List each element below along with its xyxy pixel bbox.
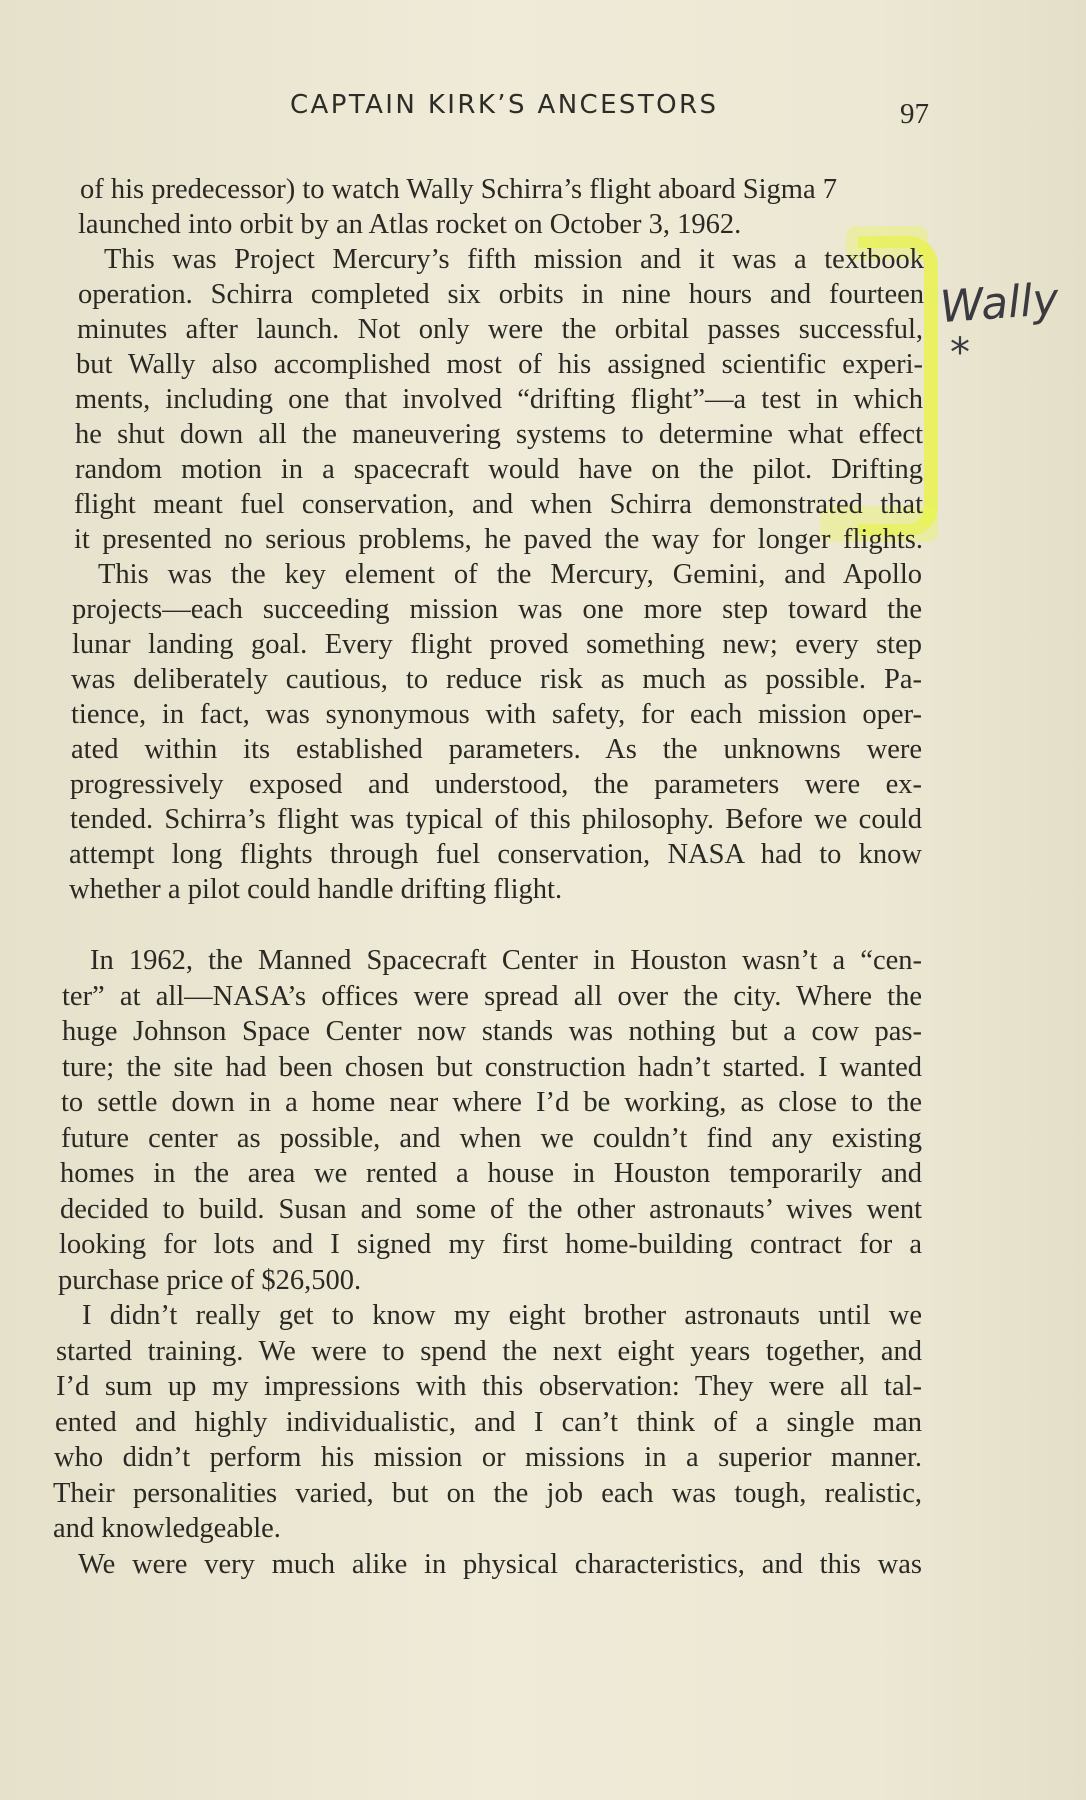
text-line: looking for lots and I signed my first home-building contract for a	[59, 1229, 922, 1260]
text-line: ter” at all—NASA’s offices were spread all over the city. Where the	[62, 981, 922, 1012]
text-line: This was Project Mercury’s fifth mission and it was a textbook	[104, 244, 924, 275]
text-line: launched into orbit by an Atlas rocket on October 3, 1962.	[78, 209, 742, 240]
text-line: he shut down all the maneuvering systems to determine what effect	[75, 419, 923, 450]
text-line: to settle down in a home near where I’d be working, as close to the	[61, 1087, 922, 1118]
text-line: We were very much alike in physical characteristics, and this was	[78, 1549, 922, 1580]
text-line: future center as possible, and when we couldn’t find any existing	[61, 1123, 922, 1154]
text-line: projects—each succeeding mission was one more step toward the	[72, 594, 922, 625]
text-line: attempt long flights through fuel conservation, NASA had to know	[69, 839, 922, 870]
text-line: who didn’t perform his mission or missions in a superior manner.	[54, 1442, 922, 1473]
text-line: minutes after launch. Not only were the orbital passes successful,	[77, 314, 923, 345]
text-line: of his predecessor) to watch Wally Schirra’s flight aboard Sigma 7	[80, 174, 837, 205]
text-line: ated within its established parameters. As the unknowns were	[71, 734, 922, 765]
text-line: but Wally also accomplished most of his assigned scientific experi-	[76, 349, 923, 380]
handwritten-star-mark: *	[950, 330, 970, 376]
text-line: In 1962, the Manned Spacecraft Center in Houston wasn’t a “cen-	[90, 945, 922, 976]
text-line: ented and highly individualistic, and I can’t think of a single man	[55, 1407, 922, 1438]
text-line: progressively exposed and understood, the parameters were ex-	[70, 769, 922, 800]
text-line: decided to build. Susan and some of the other astronauts’ wives went	[60, 1194, 922, 1225]
text-line: lunar landing goal. Every flight proved something new; every step	[72, 629, 922, 660]
text-line: it presented no serious problems, he paved the way for longer flights.	[74, 524, 923, 555]
text-line: homes in the area we rented a house in Houston temporarily and	[60, 1158, 922, 1189]
text-line: tience, in fact, was synonymous with safety, for each mission oper-	[71, 699, 922, 730]
text-line: operation. Schirra completed six orbits in nine hours and fourteen	[78, 279, 924, 310]
page-number: 97	[900, 98, 929, 130]
running-title: CAPTAIN KIRK’S ANCESTORS	[290, 90, 719, 120]
text-line: whether a pilot could handle drifting flight.	[69, 874, 563, 905]
text-line: Their personalities varied, but on the job each was tough, realistic,	[53, 1478, 922, 1509]
text-line: random motion in a spacecraft would have on the pilot. Drifting	[75, 454, 923, 485]
handwritten-margin-note: Wally	[938, 273, 1061, 334]
text-line: ments, including one that involved “drifting flight”—a test in which	[75, 384, 923, 415]
text-line: ture; the site had been chosen but construction hadn’t started. I wanted	[62, 1052, 922, 1083]
text-line: started training. We were to spend the next eight years together, and	[56, 1336, 922, 1367]
text-line: I’d sum up my impressions with this observation: They were all tal-	[56, 1371, 922, 1402]
text-line: was deliberately cautious, to reduce risk as much as possible. Pa-	[71, 664, 922, 695]
text-line: flight meant fuel conservation, and when Schirra demonstrated that	[74, 489, 923, 520]
text-line: huge Johnson Space Center now stands was nothing but a cow pas-	[62, 1016, 922, 1047]
text-line: I didn’t really get to know my eight brother astronauts until we	[82, 1300, 922, 1331]
text-line: purchase price of $26,500.	[58, 1265, 362, 1296]
text-line: and knowledgeable.	[53, 1513, 281, 1544]
text-line: tended. Schirra’s flight was typical of this philosophy. Before we could	[70, 804, 922, 835]
text-line: This was the key element of the Mercury, Gemini, and Apollo	[98, 559, 922, 590]
